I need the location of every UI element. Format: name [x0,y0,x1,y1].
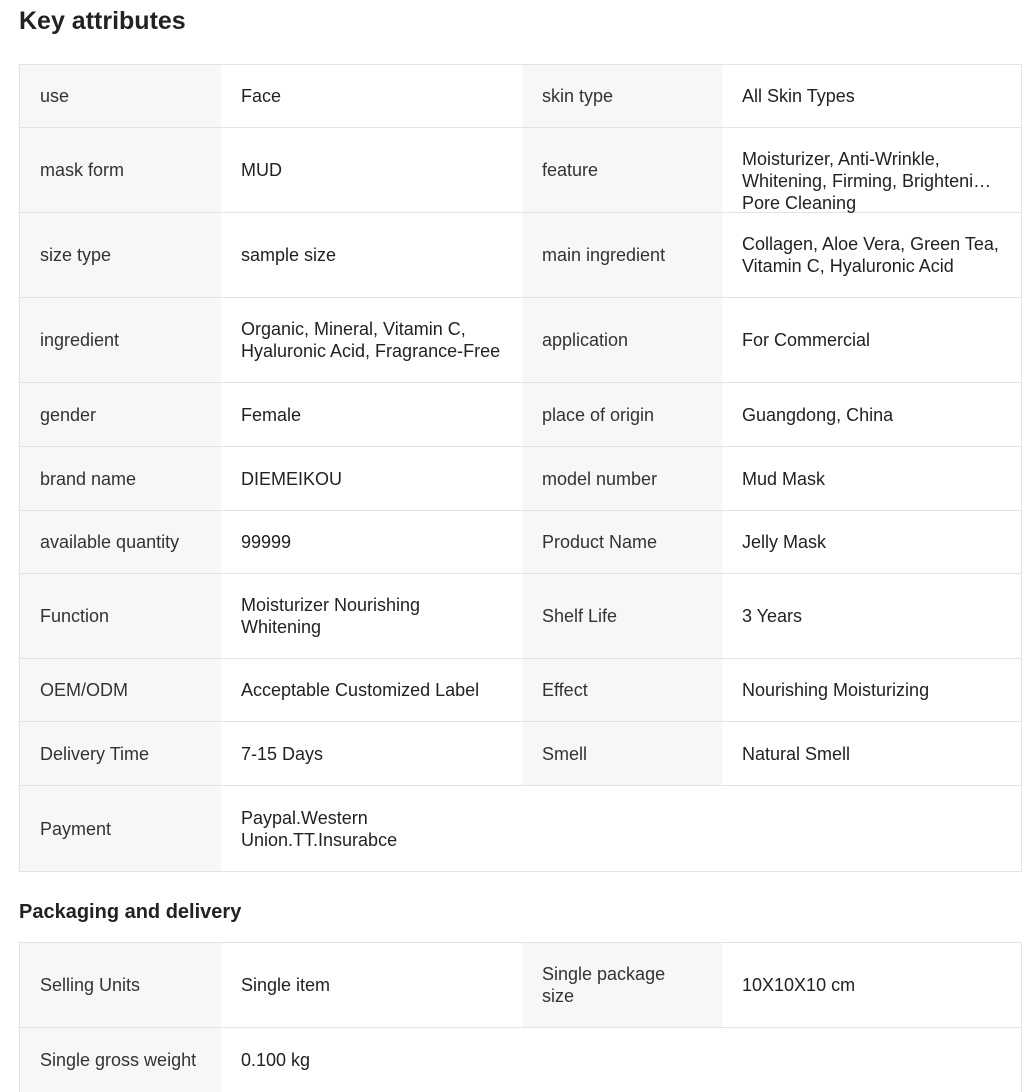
attribute-value: Single item [221,943,522,1027]
attribute-key: Shelf Life [522,574,722,658]
attribute-key [522,1028,722,1092]
attribute-key: Selling Units [20,943,221,1027]
attribute-value: Nourishing Moisturizing [722,659,1021,721]
table-row [20,574,1021,659]
attribute-key: ingredient [20,298,221,382]
attribute-value: Natural Smell [722,722,1021,785]
attribute-key: Smell [522,722,722,785]
attribute-value: Acceptable Customized Label [221,659,522,721]
table-row [20,298,1021,383]
attribute-key: Effect [522,659,722,721]
table-row [20,659,1021,722]
table-row [20,943,1021,1028]
attribute-value: 3 Years [722,574,1021,658]
table-row [20,128,1021,213]
attribute-key: Function [20,574,221,658]
key-attributes-table [19,64,1022,872]
attribute-value: Collagen, Aloe Vera, Green Tea, Vitamin C, Hyaluronic Acid [722,213,1021,297]
attribute-key: Single package size [522,943,722,1027]
attribute-value: Moisturizer Nourishing Whitening [221,574,522,658]
table-row [20,786,1021,871]
attribute-key: size type [20,213,221,297]
attribute-value: Paypal.Western Union.TT.Insurabce [221,786,522,871]
attribute-value: Guangdong, China [722,383,1021,446]
attribute-key: main ingredient [522,213,722,297]
attribute-key: OEM/ODM [20,659,221,721]
attribute-key: available quantity [20,511,221,573]
attribute-value: sample size [221,213,522,297]
attribute-value: DIEMEIKOU [221,447,522,510]
attribute-value: For Commercial [722,298,1021,382]
attribute-value: Face [221,65,522,127]
attribute-key: brand name [20,447,221,510]
table-row [20,383,1021,447]
table-row [20,447,1021,511]
packaging-table [19,942,1022,1092]
attribute-value: 99999 [221,511,522,573]
attribute-key: skin type [522,65,722,127]
attribute-value: Mud Mask [722,447,1021,510]
attribute-key: application [522,298,722,382]
packaging-title: Packaging and delivery [19,901,242,923]
attribute-value: Jelly Mask [722,511,1021,573]
table-row [20,511,1021,574]
attribute-value: 7-15 Days [221,722,522,785]
table-row [20,1028,1021,1092]
attribute-key: place of origin [522,383,722,446]
attribute-key: mask form [20,128,221,212]
attribute-value: 0.100 kg [221,1028,522,1092]
attribute-key: model number [522,447,722,510]
attribute-key: use [20,65,221,127]
attribute-key [522,786,722,871]
attribute-value [722,1028,1021,1092]
attribute-key: Delivery Time [20,722,221,785]
key-attributes-title: Key attributes [19,7,186,35]
attribute-key: Payment [20,786,221,871]
attribute-key: Product Name [522,511,722,573]
table-row [20,722,1021,786]
attribute-value: 10X10X10 cm [722,943,1021,1027]
attribute-value: Female [221,383,522,446]
table-row [20,213,1021,298]
attribute-key: gender [20,383,221,446]
attribute-value: Moisturizer, Anti-Wrinkle, Whitening, Firming, Brightening, Pore Cleaning [722,128,1021,212]
attribute-key: Single gross weight [20,1028,221,1092]
attribute-value: Organic, Mineral, Vitamin C, Hyaluronic Acid, Fragrance-Free [221,298,522,382]
attribute-key: feature [522,128,722,212]
attribute-value: All Skin Types [722,65,1021,127]
attribute-value [722,786,1021,871]
table-row [20,65,1021,128]
attribute-value: MUD [221,128,522,212]
